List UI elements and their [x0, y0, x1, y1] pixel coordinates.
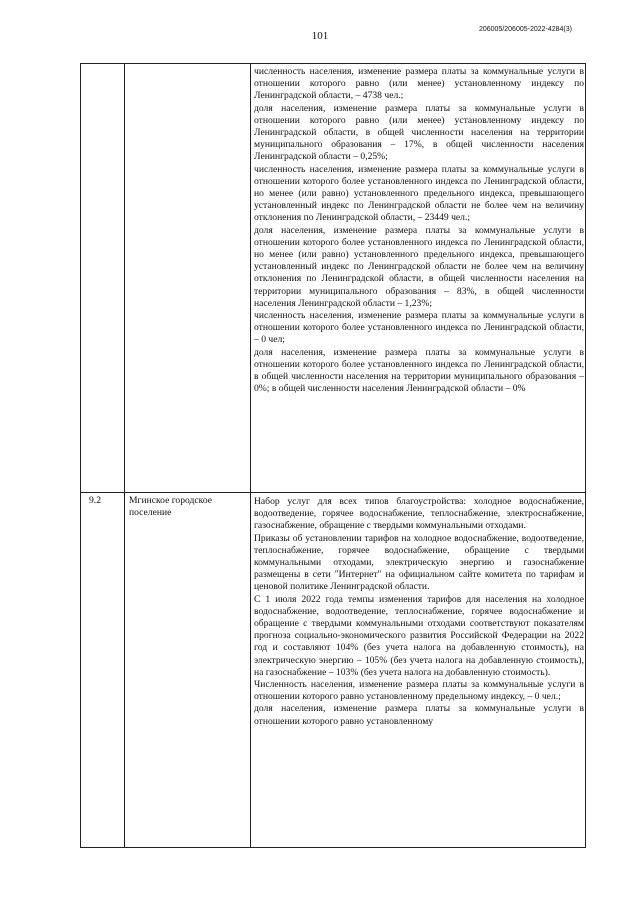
- column-divider-1: [124, 64, 125, 847]
- row-2-text-cell: [254, 496, 584, 728]
- municipality-name: Мгинское городское поселение: [129, 495, 213, 519]
- paragraph: доля населения, изменение размера платы за коммунальные услуги в отношении которого более установленного индекса по Ленинградской области, но менее (или равно) установленного предельного индекса, превышающего установленный индекс по Ленинградской области не более чем на величину отклонения по Ленинградской области, в общей численности населения на территории муниципального образования – 83%, в общей численности населения Ленинградской области – 1,23%;: [254, 224, 584, 309]
- paragraph: С 1 июля 2022 года темпы изменения тарифов для населения на холодное водоснабжение, водоотведение, теплоснабжение, горячее водоснабжение и обращение с твердыми коммунальными отходами соответствуют показателям прогноза социально-экономического развития Российской Федерации на 2022 год и составляют 104% (без учета налога на добавленную стоимость), на электрическую энергию – 105% (без учета налога на добавленную стоимость), на газоснабжение – 103% (без учета налога на добавленную стоимость).: [254, 593, 584, 678]
- document-table: [80, 63, 586, 848]
- paragraph: численность населения, изменение размера платы за коммунальные услуги в отношении которого более установленного индекса по Ленинградской области, но менее (или равно) установленного предельного индекса, превышающего установленный индекс по Ленинградской области не более чем на величину отклонения по Ленинградской области, – 23449 чел.;: [254, 163, 584, 224]
- paragraph: численность населения, изменение размера платы за коммунальные услуги в отношении которого равно (или менее) установленному индексу по Ленинградской области, – 4738 чел.;: [254, 66, 584, 102]
- row-1-text-cell: [254, 66, 584, 395]
- paragraph: Численность населения, изменение размера платы за коммунальные услуги в отношении которого равно установленному предельному индексу, – 0 чел.;: [254, 679, 584, 703]
- row-divider: [81, 492, 585, 493]
- paragraph: численность населения, изменение размера платы за коммунальные услуги в отношении которого более установленного индекса по Ленинградской области, – 0 чел;: [254, 310, 584, 346]
- paragraph: доля населения, изменение размера платы за коммунальные услуги в отношении которого равно (или менее) установленному индексу по Ленинградской области, в общей численности населения на территории муниципального образования – 17%, в общей численности населения Ленинградской области – 0,25%;: [254, 102, 584, 163]
- paragraph: доля населения, изменение размера платы за коммунальные услуги в отношении которого равно установленному: [254, 703, 584, 727]
- paragraph: Набор услуг для всех типов благоустройства: холодное водоснабжение, водоотведение, горячее водоснабжение, теплоснабжение, электроснабжение, газоснабжение, обращение с твердыми коммунальными отходами.: [254, 496, 584, 532]
- column-divider-2: [250, 64, 251, 847]
- paragraph: Приказы об установлении тарифов на холодное водоснабжение, водоотведение, теплоснабжение, горячее водоснабжение, обращение с твердыми коммунальными отходами, электрическую энергию и газоснабжение размещены в сети "Интернет" на официальном сайте комитета по тарифам и ценовой политике Ленинградской области.: [254, 532, 584, 593]
- document-id: 206005/206005-2022-4284(3): [478, 26, 572, 33]
- page-number: 101: [311, 30, 329, 42]
- paragraph: доля населения, изменение размера платы за коммунальные услуги в отношении которого более установленного индекса по Ленинградской области, в общей численности населения на территории муниципального образования – 0%; в общей численности населения Ленинградской области – 0%: [254, 346, 584, 395]
- row-number: 9.2: [89, 495, 101, 506]
